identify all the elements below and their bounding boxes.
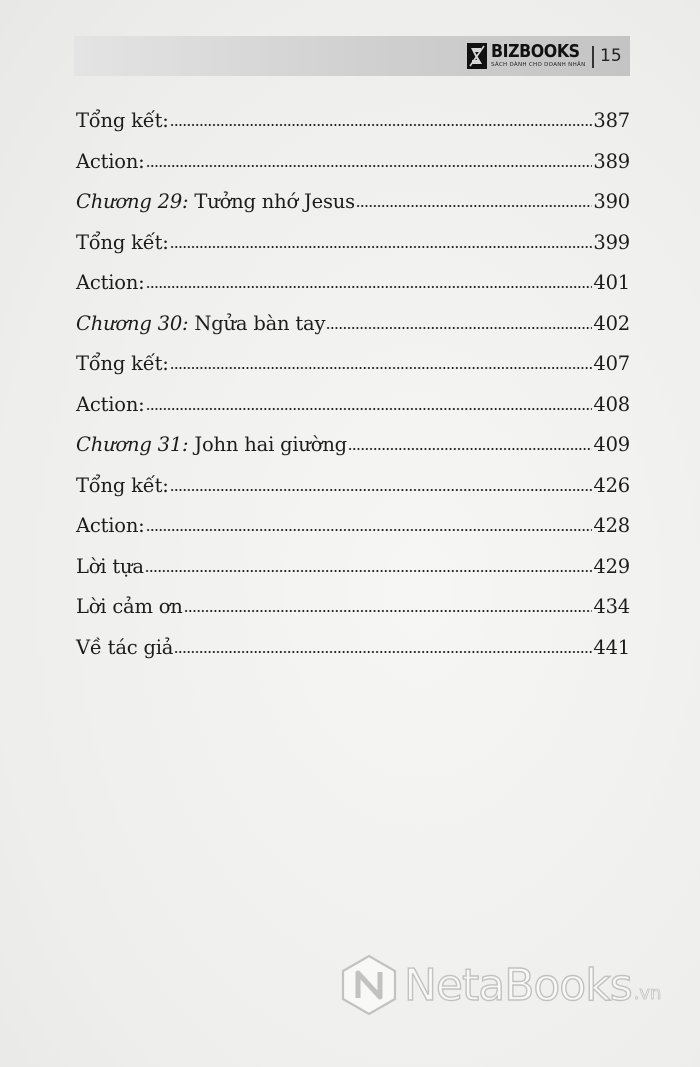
toc-entry-title [76,435,347,455]
entry-label: Tổng kết: [76,352,169,375]
neta-n-logo-icon [340,954,398,1016]
toc-entry [76,623,630,664]
chapter-number: Chương 30: [76,311,189,335]
toc-entry [76,501,630,542]
bizbooks-logo [466,40,592,72]
toc-entry-title [76,311,326,335]
watermark-text: NetaBooks [404,959,632,1011]
toc-entry-title [76,111,169,131]
dot-leader [348,447,592,452]
toc-entry [76,177,630,218]
dot-leader [146,528,593,533]
toc-entry [76,380,630,421]
toc-entry [76,542,630,583]
watermark-suffix: .vn [633,982,662,1004]
bizbooks-emblem-icon [466,42,488,70]
brand-name: BIZBOOKS [491,41,580,63]
entry-label: Action: [76,271,145,294]
entry-label: Action: [76,392,145,416]
toc-entry-title [76,354,169,374]
toc-page-number: 402 [593,311,630,335]
dot-leader [170,366,593,371]
dot-leader [170,244,593,249]
toc-page-number: 428 [593,514,630,537]
toc-entry-title [76,273,145,293]
toc-page-number: 399 [593,230,630,254]
dot-leader [145,568,593,573]
entry-label: Về tác giả [76,635,174,659]
toc-entry [76,339,630,380]
toc-entry-title [76,230,169,254]
toc-page-number: 407 [593,352,630,375]
toc-entry-title [76,392,145,416]
dot-leader [146,163,593,168]
dot-leader [170,487,593,492]
toc-page-number: 429 [593,554,630,578]
entry-label: Tổng kết: [76,230,169,254]
toc-entry-title [76,516,145,536]
toc-page-number: 389 [593,149,630,173]
netabooks-watermark [340,950,661,1020]
entry-label: Action: [76,514,145,537]
toc-page-number: 408 [593,392,630,416]
dot-leader [146,285,593,290]
toc-entry-title [76,554,144,578]
toc-entry [76,299,630,340]
toc-entry-title [76,473,169,497]
toc-page-number: 390 [593,190,630,213]
dot-leader [170,123,593,128]
toc-page-number: 441 [593,635,630,659]
toc-page-number: 426 [593,473,630,497]
entry-label: Lời cảm ơn [76,595,183,618]
toc-entry [76,582,630,623]
toc-entry-title [76,192,355,212]
dot-leader [184,609,593,614]
entry-label: Ngửa bàn tay [188,311,326,335]
toc-page-number: 409 [593,433,630,456]
dot-leader [356,204,592,209]
entry-label: Lời tựa [76,554,144,578]
table-of-contents [76,96,630,663]
toc-page-number: 387 [593,109,630,132]
entry-label: Action: [76,149,145,173]
dot-leader [174,649,592,654]
chapter-number: Chương 29: [76,190,189,213]
toc-entry [76,137,630,178]
header-divider [592,46,594,68]
page-number: 15 [600,46,622,66]
toc-page-number: 401 [593,271,630,294]
toc-entry-title [76,635,174,659]
toc-entry-title [76,149,145,173]
entry-label: John hai giường [188,433,347,456]
toc-entry [76,96,630,137]
toc-entry-title [76,597,183,617]
dot-leader [146,406,593,411]
dot-leader [326,325,592,330]
toc-entry [76,258,630,299]
entry-label: Tưởng nhớ Jesus [188,190,355,213]
entry-label: Tổng kết: [76,109,169,132]
entry-label: Tổng kết: [76,473,169,497]
toc-page-number: 434 [593,595,630,618]
toc-entry [76,218,630,259]
chapter-number: Chương 31: [76,433,189,456]
toc-entry [76,420,630,461]
brand-tagline: SÁCH DÀNH CHO DOANH NHÂN [491,62,586,69]
toc-entry [76,461,630,502]
